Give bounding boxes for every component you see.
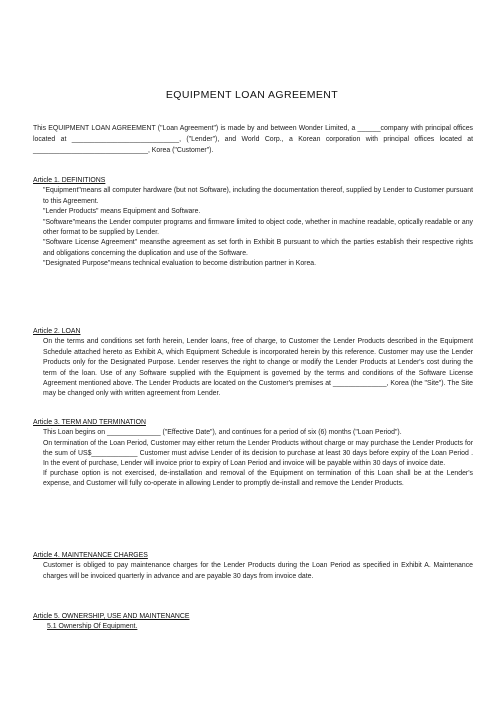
- article-4: [33, 551, 473, 582]
- purchase-option-paragraph: If purchase option is not exercised, de-installation and removal of the Equipment on termination of this Loan shall be at the Lender's expense, and Customer will fully co-operate in allowing Lender to promptly de-install and remove the Lender Products.: [43, 470, 473, 488]
- article-3-title: Article 3. TERM AND TERMINATION: [33, 419, 146, 426]
- article-1: [33, 176, 473, 270]
- maintenance-paragraph: Customer is obliged to pay maintenance charges for the Lender Products during the Loan Period as specified in Exhibit A. Maintenance charges will be invoiced quarterly in advance and are payable 30 days from invoice date.: [43, 562, 473, 580]
- termination-paragraph: On termination of the Loan Period, Customer may either return the Lender Products without charge or may purchase the Lender Products for the sum of US$____________ Customer must advise Lender of its decision to purchase at least 30 days before expiry of the Loan Period . In the event of purchase, Lender will invoice prior to expiry of Loan Period and invoice will be payable within 30 days of invoice date.: [43, 439, 473, 468]
- intro-paragraph: This EQUIPMENT LOAN AGREEMENT ("Loan Agreement") is made by and between Wonder Limited, a ______company with principal offices located at ____________________________, ("Lender"), and World Corp., a Korean corporation with principal offices located at ______________________________, Korea ("Customer").: [33, 125, 473, 155]
- definition-software-license: "Software License Agreement" meansthe agreement as set forth in Exhibit B pursuant to which the parties establish their respective rights and obligations concerning the duplication and use of the Software.: [43, 239, 473, 257]
- article-5-title: Article 5. OWNERSHIP, USE AND MAINTENANCE: [33, 613, 190, 620]
- article-1-title: Article 1. DEFINITIONS: [33, 177, 106, 184]
- article-4-title: Article 4. MAINTENANCE CHARGES: [33, 552, 148, 559]
- term-start-paragraph: This Loan begins on ______________ ("Effective Date"), and continues for a period of six (6) months ("Loan Period").: [43, 429, 402, 437]
- subsection-5-1: 5.1 Ownership Of Equipment.: [47, 623, 138, 631]
- definition-lender-products: "Lender Products" means Equipment and Software.: [43, 208, 201, 216]
- article-5: [33, 612, 473, 633]
- article-3: [33, 418, 473, 490]
- definition-designated-purpose: "Designated Purpose"means technical evaluation to become distribution partner in Korea.: [43, 260, 317, 268]
- document-title: EQUIPMENT LOAN AGREEMENT: [165, 89, 339, 101]
- article-2: [33, 327, 473, 400]
- article-2-title: Article 2. LOAN: [33, 328, 81, 335]
- loan-paragraph: On the terms and conditions set forth herein, Lender loans, free of charge, to Customer the Lender Products described in the Equipment Schedule attached hereto as Exhibit A, which Equipment Schedule is incorporated herein by this reference. Customer may use the Lender Products only for the Designated Purpose. Lender reserves the right to change or modify the Lender Products at Lender's cost during the term of the loan. Use of any Software supplied with the Equipment is governed by the terms and conditions of the Software License Agreement mentioned above. The Lender Products are located on the Customer's premises at ______________, Korea (the "Site"). The Site may be changed only with written agreement from Lender.: [43, 338, 473, 398]
- definition-equipment: "Equipment"means all computer hardware (but not Software), including the documentation thereof, supplied by Lender to Customer pursuant to this Agreement.: [43, 187, 473, 205]
- definition-software: "Software"means the Lender computer programs and firmware limited to object code, whether in machine readable, optically readable or any other format to be supplied by Lender.: [43, 218, 473, 237]
